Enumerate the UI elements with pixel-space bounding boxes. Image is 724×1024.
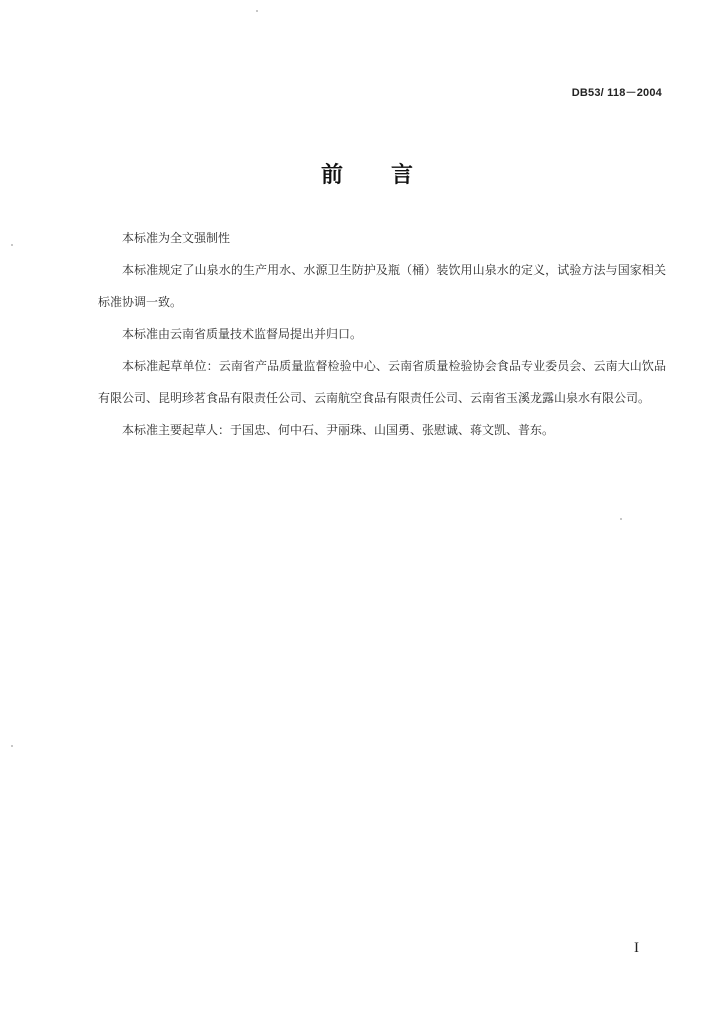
paragraph-mandatory: 本标准为全文强制性 — [122, 231, 231, 245]
title-char-2: 言 — [391, 163, 414, 188]
scan-speck — [11, 745, 13, 747]
foreword-body — [98, 222, 666, 446]
page-number: I — [634, 940, 639, 956]
standard-code: DB53/ 118－2004 — [571, 87, 662, 99]
paragraph-proposer: 本标准由云南省质量技术监督局提出并归口。 — [122, 327, 363, 341]
page-title — [0, 158, 724, 189]
scan-speck — [256, 10, 258, 12]
title-char-1: 前 — [320, 163, 343, 188]
scan-speck — [620, 518, 622, 520]
paragraph-drafters: 本标准主要起草人：于国忠、何中石、尹丽珠、山国勇、张慰诚、蒋文凯、普东。 — [122, 423, 555, 437]
scan-speck — [11, 244, 13, 246]
paragraph-scope: 本标准规定了山泉水的生产用水、水源卫生防护及瓶（桶）装饮用山泉水的定义，试验方法与国家相关标准协调一致。 — [98, 263, 666, 309]
paragraph-drafting-units: 本标准起草单位：云南省产品质量监督检验中心、云南省质量检验协会食品专业委员会、云南大山饮品有限公司、昆明珍茗食品有限责任公司、云南航空食品有限责任公司、云南省玉溪龙露山泉水有限公司。 — [98, 359, 666, 405]
